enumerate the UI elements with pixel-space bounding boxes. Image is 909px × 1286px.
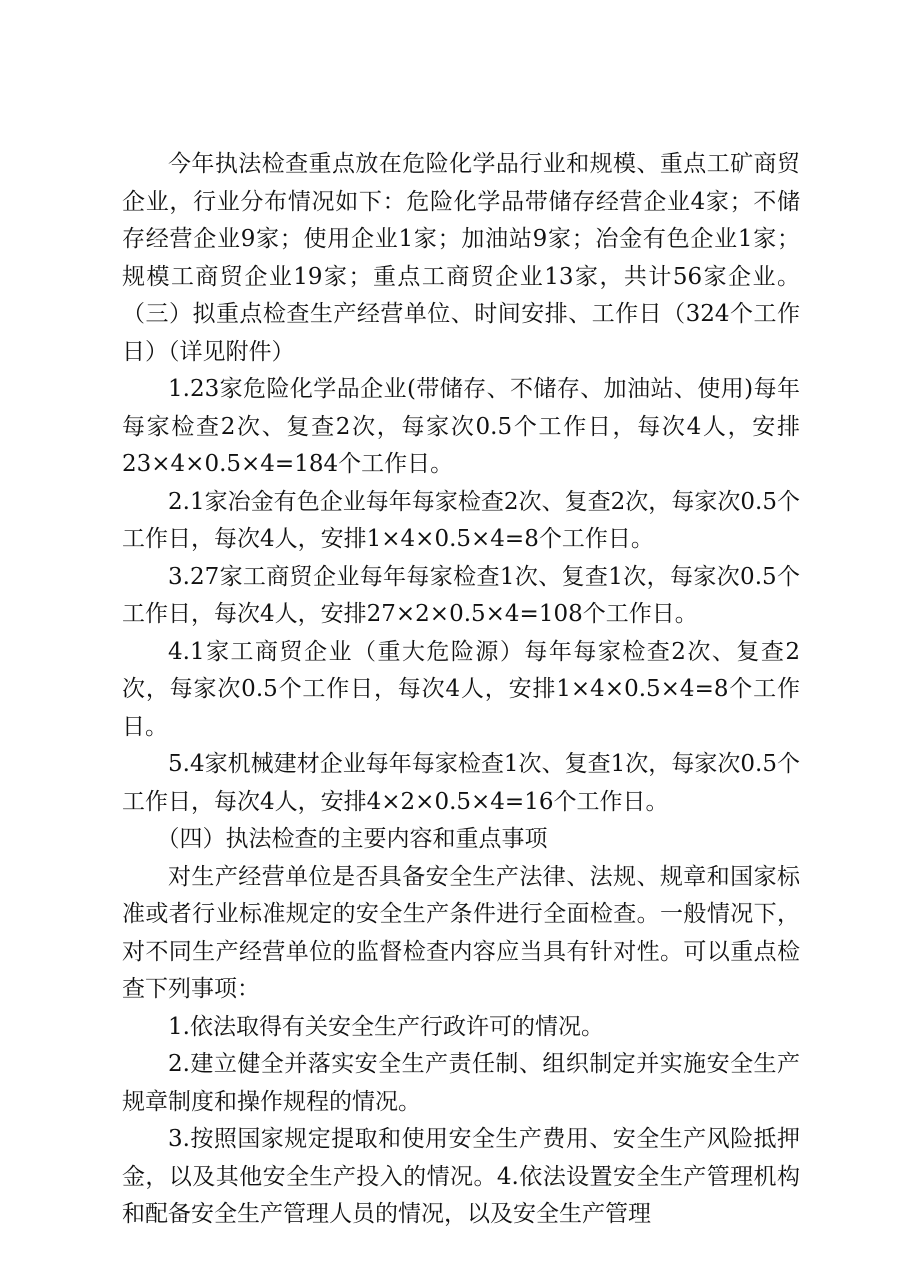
document-body bbox=[122, 146, 800, 1234]
section-heading-4: （四）执法检查的主要内容和重点事项 bbox=[156, 826, 548, 852]
paragraph-matter-3-4: 3.按照国家规定提取和使用安全生产费用、安全生产风险抵押金，以及其他安全生产投入的情况。4.依法设置安全生产管理机构和配备安全生产管理人员的情况，以及安全生产管理 bbox=[122, 1126, 800, 1227]
paragraph-item-2-metallurgy: 2.1家冶金有色企业每年每家检查2次、复查2次，每家次0.5个工作日，每次4人，安排1×4×0.5×4=8个工作日。 bbox=[122, 488, 800, 552]
paragraph-matter-1: 1.依法取得有关安全生产行政许可的情况。 bbox=[168, 1013, 604, 1040]
paragraph-item-3-industry-trade: 3.27家工商贸企业每年每家检查1次、复查1次，每家次0.5个工作日，每次4人，安排27×2×0.5×4=108个工作日。 bbox=[122, 563, 800, 627]
paragraph-matter-2: 2.建立健全并落实安全生产责任制、组织制定并实施安全生产规章制度和操作规程的情况。 bbox=[122, 1051, 800, 1115]
paragraph-inspection-content: 对生产经营单位是否具备安全生产法律、法规、规章和国家标准或者行业标准规定的安全生产条件进行全面检查。一般情况下，对不同生产经营单位的监督检查内容应当具有针对性。可以重点检查下列事项： bbox=[122, 863, 800, 1002]
paragraph-item-4-major-hazard: 4.1家工商贸企业（重大危险源）每年每家检查2次、复查2次，每家次0.5个工作日，每次4人，安排1×4×0.5×4=8个工作日。 bbox=[122, 638, 800, 740]
paragraph-item-1-hazardous-chemicals: 1.23家危险化学品企业(带储存、不储存、加油站、使用)每年每家检查2次、复查2次，每家次0.5个工作日，每次4人，安排23×4×0.5×4=184个工作日。 bbox=[122, 376, 800, 477]
paragraph-item-5-machinery-materials: 5.4家机械建材企业每年每家检查1次、复查1次，每家次0.5个工作日，每次4人，安排4×2×0.5×4=16个工作日。 bbox=[122, 751, 800, 815]
paragraph-inspection-focus: 今年执法检查重点放在危险化学品行业和规模、重点工矿商贸企业，行业分布情况如下：危险化学品带储存经营企业4家；不储存经营企业9家；使用企业1家；加油站9家；冶金有色企业1家；规模工商贸企业19家；重点工商贸企业13家，共计56家企业。（三）拟重点检查生产经营单位、时间安排、工作日（324个工作日）（详见附件） bbox=[122, 151, 800, 365]
